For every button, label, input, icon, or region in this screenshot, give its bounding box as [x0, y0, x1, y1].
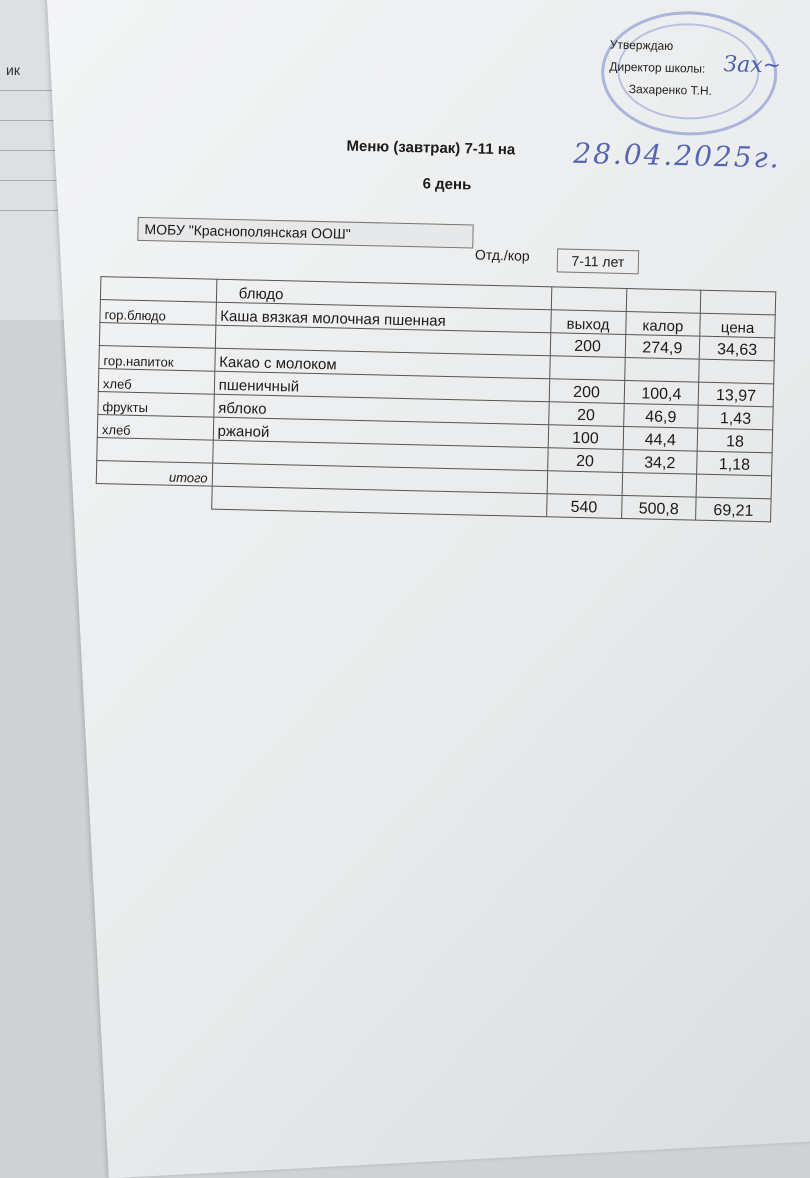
calories-cell: 46,9	[623, 403, 698, 428]
total-output: 540	[546, 494, 621, 519]
menu-day: 6 день	[422, 175, 472, 194]
total-price: 69,21	[696, 497, 771, 522]
menu-date: 28.04.2025г.	[572, 136, 782, 175]
price-cell	[699, 359, 774, 384]
category-cell	[99, 323, 215, 349]
age-group: 7-11 лет	[557, 248, 640, 274]
total-label: итого	[96, 461, 212, 487]
director-signature: Зах~	[723, 52, 782, 79]
table-cell	[100, 277, 216, 303]
background-text: ик	[6, 62, 20, 78]
category-cell: гор.блюдо	[100, 300, 216, 326]
table-cell	[622, 472, 697, 497]
school-name: МОБУ "Краснополянская ООШ"	[137, 217, 473, 249]
calories-cell: 34,2	[622, 449, 697, 474]
output-cell: 200	[550, 333, 625, 358]
calories-header: калор	[625, 311, 700, 336]
table-cell	[551, 287, 626, 312]
table-cell	[701, 290, 776, 315]
table-cell	[547, 471, 622, 496]
price-cell: 13,97	[698, 382, 773, 407]
output-cell	[549, 356, 624, 381]
director-line: Директор школы:	[609, 59, 706, 76]
output-cell: 200	[549, 379, 624, 404]
dish-header: блюдо	[216, 279, 551, 310]
price-cell: 18	[697, 428, 772, 453]
category-cell: гор.напиток	[99, 346, 215, 372]
category-cell: хлеб	[98, 369, 214, 395]
calories-cell: 44,4	[623, 426, 698, 451]
output-header: выход	[550, 310, 625, 335]
menu-table	[95, 276, 776, 522]
approval-line: Утверждаю	[609, 37, 674, 53]
calories-cell: 274,9	[625, 334, 700, 359]
table-cell	[626, 288, 701, 313]
category-cell	[97, 438, 213, 464]
dept-label: Отд./кор	[474, 246, 530, 264]
price-header: цена	[700, 313, 775, 338]
menu-title: Меню (завтрак) 7-11 на	[346, 137, 516, 159]
price-cell: 34,63	[700, 336, 775, 361]
dish-cell: пшеничный	[214, 371, 549, 402]
calories-cell: 100,4	[624, 380, 699, 405]
output-cell: 100	[548, 425, 623, 450]
dish-cell: ржаной	[213, 417, 548, 448]
calories-cell	[624, 357, 699, 382]
approval-block	[609, 34, 714, 102]
dish-cell: яблоко	[213, 394, 548, 425]
total-calories: 500,8	[621, 495, 696, 520]
dish-cell: Какао с молоком	[215, 348, 550, 379]
category-cell: хлеб	[97, 415, 213, 441]
director-name: Захаренко Т.Н.	[628, 82, 713, 98]
dish-cell: Каша вязкая молочная пшенная	[216, 302, 551, 333]
price-cell: 1,18	[697, 451, 772, 476]
table-cell	[696, 474, 771, 499]
price-cell: 1,43	[698, 405, 773, 430]
output-cell: 20	[548, 402, 623, 427]
category-cell: фрукты	[98, 392, 214, 418]
output-cell: 20	[547, 448, 622, 473]
table-cell	[96, 484, 212, 510]
